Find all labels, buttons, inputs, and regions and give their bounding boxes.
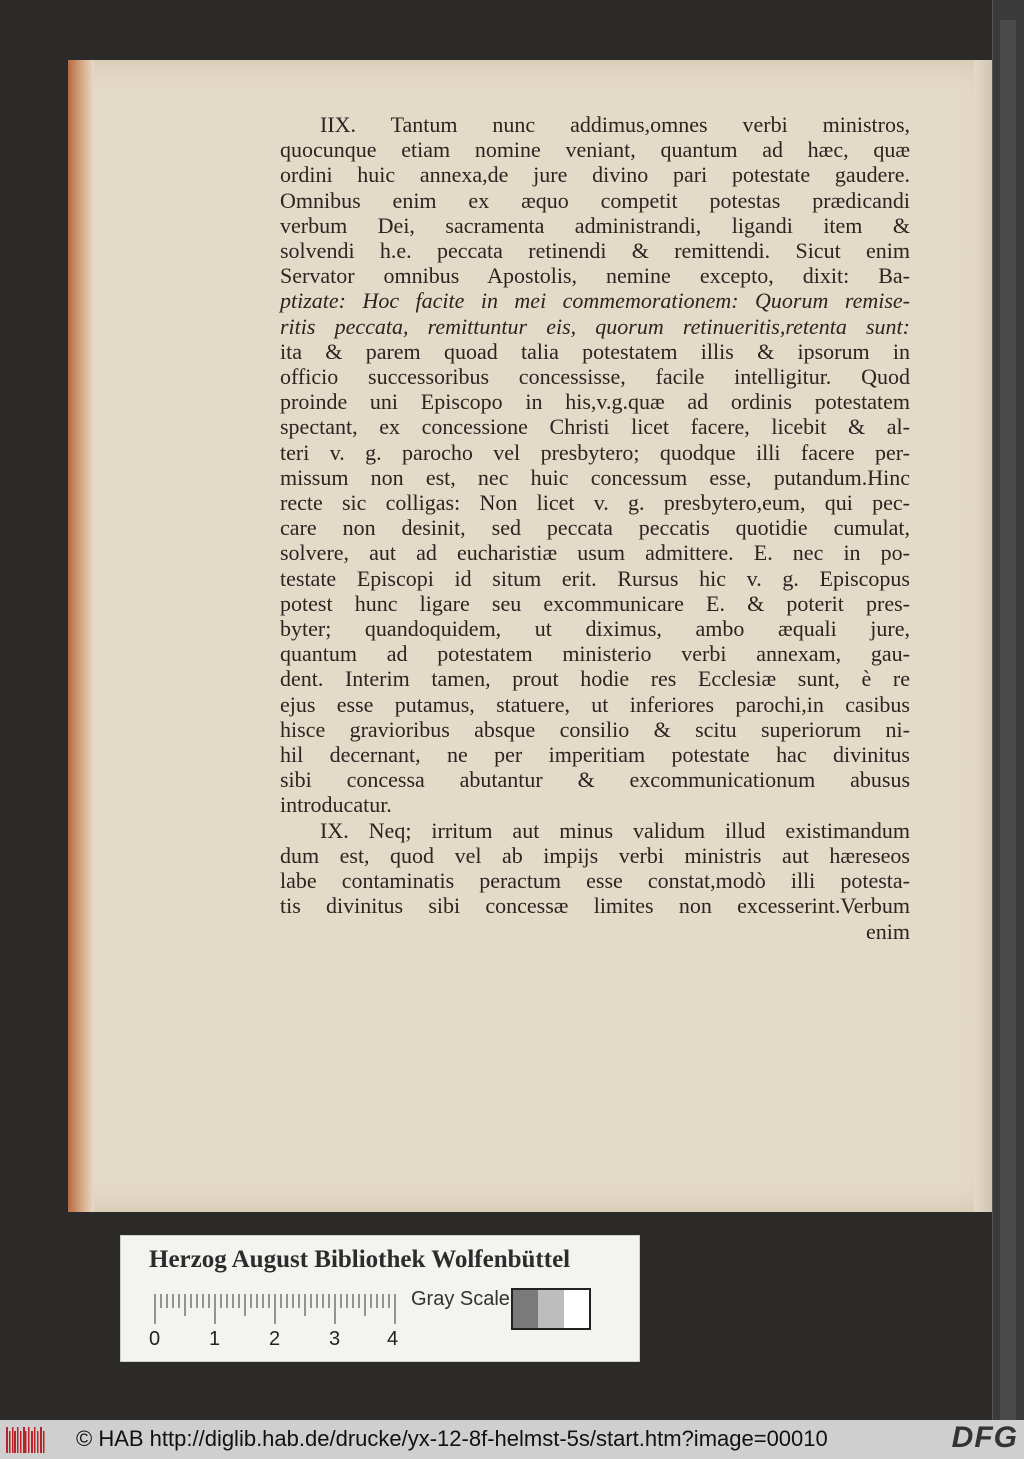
text-line: ordini huic annexa,de jure divino pari potestate gaudere. — [280, 162, 910, 188]
ruler-number: 3 — [329, 1328, 341, 1350]
text-line: officio successoribus concessisse, facile intelligitur. Quod — [280, 364, 910, 390]
ruler — [153, 1294, 399, 1324]
text-line: ita & parem quoad talia potestatem illis & ipsorum in — [280, 338, 910, 364]
text-line: introducatur. — [280, 792, 392, 818]
text-line: IX. Neq; irritum aut minus validum illud existimandum — [320, 817, 910, 843]
logo-bar — [6, 1427, 8, 1453]
footer-bar — [0, 1420, 1024, 1459]
ruler-ticks — [153, 1294, 399, 1324]
text-line: quantum ad potestatem ministerio verbi annexam, gau- — [280, 641, 910, 667]
library-name: Herzog August Bibliothek Wolfenbüttel — [149, 1246, 571, 1273]
text-line: Servator omnibus Apostolis, nemine excepto, dixit: Ba- — [280, 263, 910, 289]
ruler-number: 0 — [149, 1328, 161, 1350]
text-line: proinde uni Episcopo in his,v.g.quæ ad ordinis potestatem — [280, 389, 910, 415]
text-line: ejus esse putamus, statuere, ut inferiores parochi,in casibus — [280, 691, 910, 717]
text-line: solvere, aut ad eucharistiæ usum admittere. E. nec in po- — [280, 540, 910, 566]
gray-swatch-mid — [538, 1290, 563, 1328]
color-calibration-bar — [120, 1235, 640, 1362]
text-line: care non desinit, sed peccata peccatis quotidie cumulat, — [280, 515, 910, 541]
text-line: verbum Dei, sacramenta administrandi, ligandi item & — [280, 212, 910, 238]
logo-bar — [14, 1431, 16, 1453]
logo-bar — [43, 1431, 45, 1453]
gray-swatch-light — [564, 1290, 589, 1328]
page-edge — [68, 60, 94, 1212]
page-fold — [974, 60, 992, 1212]
text-line: potest hunc ligare seu excommunicare E. & poterit pres- — [280, 590, 910, 616]
text-line: labe contaminatis peractum esse constat,modò illi potesta- — [280, 868, 910, 894]
text-line: spectant, ex concessione Christi licet facere, licebit & al- — [280, 414, 910, 440]
text-line: solvendi h.e. peccata retinendi & remittendi. Sicut enim — [280, 238, 910, 264]
text-line: IIX. Tantum nunc addimus,omnes verbi ministros, — [320, 112, 910, 137]
text-line: byter; quandoquidem, ut diximus, ambo æquali jure, — [280, 616, 910, 642]
logo-bar — [12, 1427, 14, 1453]
logo-bar — [20, 1431, 22, 1453]
text-line: enim — [866, 918, 910, 944]
logo-bar — [9, 1431, 11, 1453]
hab-barcode-logo-icon — [4, 1427, 48, 1453]
dfg-logo: DFG — [951, 1421, 1018, 1454]
footer-copyright-url[interactable]: © HAB http://diglib.hab.de/drucke/yx-12-8f-helmst-5s/start.htm?image=00010 — [76, 1426, 828, 1451]
logo-bar — [31, 1431, 33, 1453]
text-line: missum non est, nec huic concessum esse, putandum.Hinc — [280, 464, 910, 490]
gray-scale-label: Gray Scale — [411, 1288, 510, 1310]
logo-bar — [28, 1427, 30, 1453]
text-line: sibi concessa abutantur & excommunicationum abusus — [280, 767, 910, 793]
logo-bar — [23, 1427, 25, 1453]
logo-bar — [40, 1427, 42, 1453]
text-line: tis divinitus sibi concessæ limites non excesserint.Verbum — [280, 893, 910, 919]
logo-bar — [37, 1431, 39, 1453]
text-line: ptizate: Hoc facite in mei commemorationem: Quorum remise- — [280, 288, 910, 314]
text-line: quocunque etiam nomine veniant, quantum ad hæc, quæ — [280, 137, 910, 163]
ruler-number: 2 — [269, 1328, 281, 1350]
text-line: hil decernant, ne per imperitiam potestate hac divinitus — [280, 742, 910, 768]
gray-swatch-dark — [513, 1290, 538, 1328]
scanner-board-edge — [1000, 20, 1016, 1420]
text-line: testate Episcopi id situm erit. Rursus hic v. g. Episcopus — [280, 565, 910, 591]
text-line: ritis peccata, remittuntur eis, quorum retinueritis,retenta sunt: — [280, 313, 910, 339]
logo-bar — [17, 1427, 19, 1453]
ruler-number: 4 — [387, 1328, 399, 1350]
gray-scale-swatches — [511, 1288, 591, 1330]
text-line: dum est, quod vel ab impijs verbi ministris aut hæreseos — [280, 842, 910, 868]
logo-bar — [34, 1427, 36, 1453]
text-line: teri v. g. parocho vel presbytero; quodque illi facere per- — [280, 439, 910, 465]
page-text — [280, 112, 910, 944]
text-line: hisce gravioribus absque consilio & scitu superiorum ni- — [280, 716, 910, 742]
logo-bar — [25, 1431, 27, 1453]
text-line: Omnibus enim ex æquo competit potestas prædicandi — [280, 187, 910, 213]
text-line: recte sic colligas: Non licet v. g. presbytero,eum, qui pec- — [280, 490, 910, 516]
text-line: dent. Interim tamen, prout hodie res Ecclesiæ sunt, è re — [280, 666, 910, 692]
ruler-number: 1 — [209, 1328, 221, 1350]
